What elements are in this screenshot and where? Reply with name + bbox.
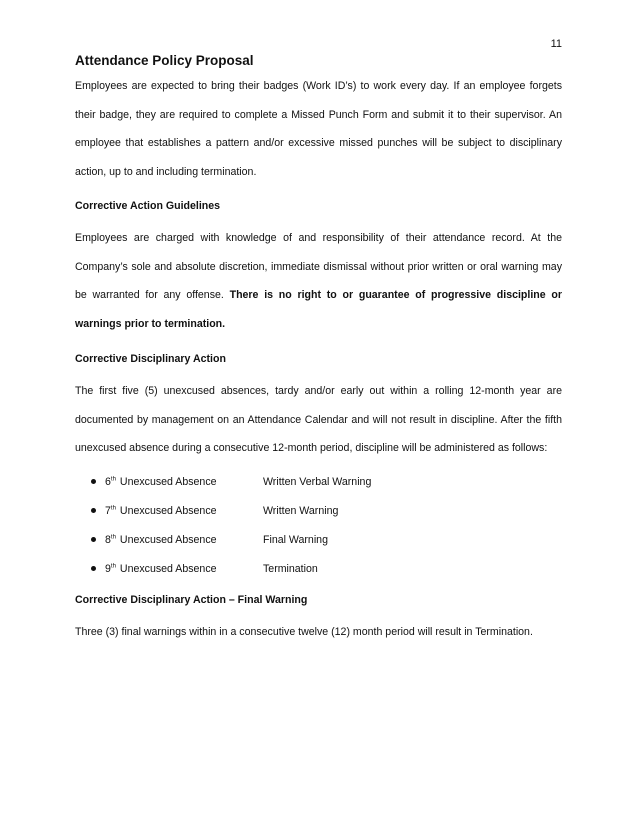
document-body bbox=[75, 52, 562, 646]
list-item bbox=[75, 562, 562, 591]
discipline-action: Written Warning bbox=[263, 504, 339, 517]
bullet-icon bbox=[91, 508, 96, 513]
absence-ordinal: 6th Unexcused Absence bbox=[105, 475, 217, 488]
final-warning-heading: Corrective Disciplinary Action – Final Warning bbox=[75, 593, 308, 606]
absence-ordinal: 9th Unexcused Absence bbox=[105, 562, 217, 575]
absence-ordinal: 8th Unexcused Absence bbox=[105, 533, 217, 546]
discipline-action: Written Verbal Warning bbox=[263, 475, 372, 488]
discipline-action: Termination bbox=[263, 562, 318, 575]
bullet-icon bbox=[91, 537, 96, 542]
discipline-schedule-list bbox=[75, 475, 562, 591]
bullet-icon bbox=[91, 479, 96, 484]
list-item bbox=[75, 475, 562, 504]
page-title: Attendance Policy Proposal bbox=[75, 53, 254, 68]
list-item bbox=[75, 533, 562, 562]
absence-ordinal: 7th Unexcused Absence bbox=[105, 504, 217, 517]
guidelines-text: Employees are charged with knowledge of and responsibility of their attendance record. At the Company’s sole and absolute discretion, immediate dismissal without prior written or oral warning may be warranted for any offense. bbox=[75, 232, 562, 301]
corrective-action-guidelines-heading: Corrective Action Guidelines bbox=[75, 200, 221, 212]
disciplinary-paragraph: The first five (5) unexcused absences, tardy and/or early out within a rolling 12-month year are documented by management on an Attendance Calendar and will not result in discipline. After the fifth unexcused absence during a consecutive 12-month period, discipline will be administered as follows: bbox=[75, 385, 562, 454]
guidelines-bold-text: There is no right to or guarantee of progressive discipline or warnings prior to termination. bbox=[75, 289, 562, 330]
bullet-icon bbox=[91, 566, 96, 571]
page-number: 11 bbox=[550, 38, 562, 50]
list-item bbox=[75, 504, 562, 533]
guidelines-paragraph bbox=[75, 224, 562, 338]
discipline-action: Final Warning bbox=[263, 533, 328, 546]
intro-paragraph: Employees are expected to bring their badges (Work ID’s) to work every day. If an employee forgets their badge, they are required to complete a Missed Punch Form and submit it to their supervisor. An employee that establishes a pattern and/or excessive missed punches will be subject to disciplinary action, up to and including termination. bbox=[75, 80, 562, 178]
final-warning-paragraph: Three (3) final warnings within in a consecutive twelve (12) month period will result in Termination. bbox=[75, 625, 533, 638]
corrective-disciplinary-action-heading: Corrective Disciplinary Action bbox=[75, 353, 226, 365]
